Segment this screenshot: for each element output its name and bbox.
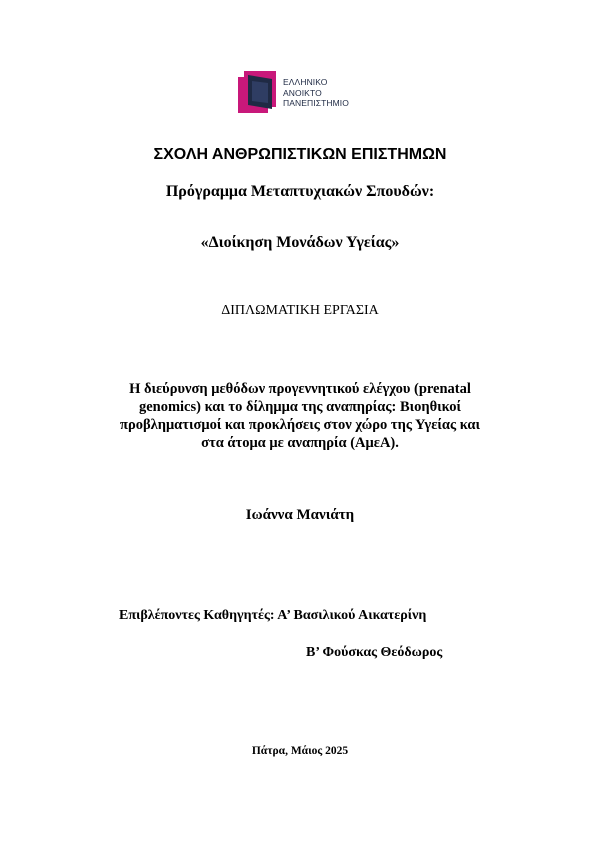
- university-logo: [238, 71, 370, 113]
- logo-line-1: ΕΛΛΗΝΙΚΟ: [283, 77, 328, 87]
- program-name: «Διοίκηση Μονάδων Υγείας»: [200, 234, 400, 251]
- thesis-title-line-1: Η διεύρυνση μεθόδων προγεννητικού ελέγχου (prenatal: [129, 381, 471, 397]
- university-logo-icon: [238, 71, 282, 113]
- thesis-title-line-3: προβληματισμοί και προκλήσεις στον χώρο της Υγείας και: [120, 417, 480, 433]
- thesis-type: ΔΙΠΛΩΜΑΤΙΚΗ ΕΡΓΑΣΙΑ: [221, 303, 379, 318]
- supervisor-first: Α’ Βασιλικού Αικατερίνη: [277, 608, 427, 623]
- place-date: Πάτρα, Μάιος 2025: [251, 745, 349, 757]
- supervisors-label: Επιβλέποντες Καθηγητές:: [119, 608, 275, 623]
- program-heading: Πρόγραμμα Μεταπτυχιακών Σπουδών:: [165, 183, 435, 200]
- supervisor-second: Β’ Φούσκας Θεόδωρος: [306, 645, 443, 660]
- logo-wordmark: [283, 77, 349, 109]
- thesis-title: [90, 380, 510, 452]
- logo-line-2: ΑΝΟΙΚΤΟ: [283, 87, 322, 98]
- thesis-title-line-4: στα άτομα με αναπηρία (ΑμεΑ).: [201, 435, 399, 451]
- logo-line-3: ΠΑΝΕΠΙΣΤΗΜΙΟ: [283, 98, 349, 108]
- thesis-title-line-2: genomics) και το δίλημμα της αναπηρίας: Βιοηθικοί: [138, 399, 462, 415]
- author-name: Ιωάννα Μανιάτη: [245, 507, 355, 523]
- supervisors-line: [119, 608, 426, 624]
- school-name: ΣΧΟΛΗ ΑΝΘΡΩΠΙΣΤΙΚΩΝ ΕΠΙΣΤΗΜΩΝ: [153, 146, 447, 163]
